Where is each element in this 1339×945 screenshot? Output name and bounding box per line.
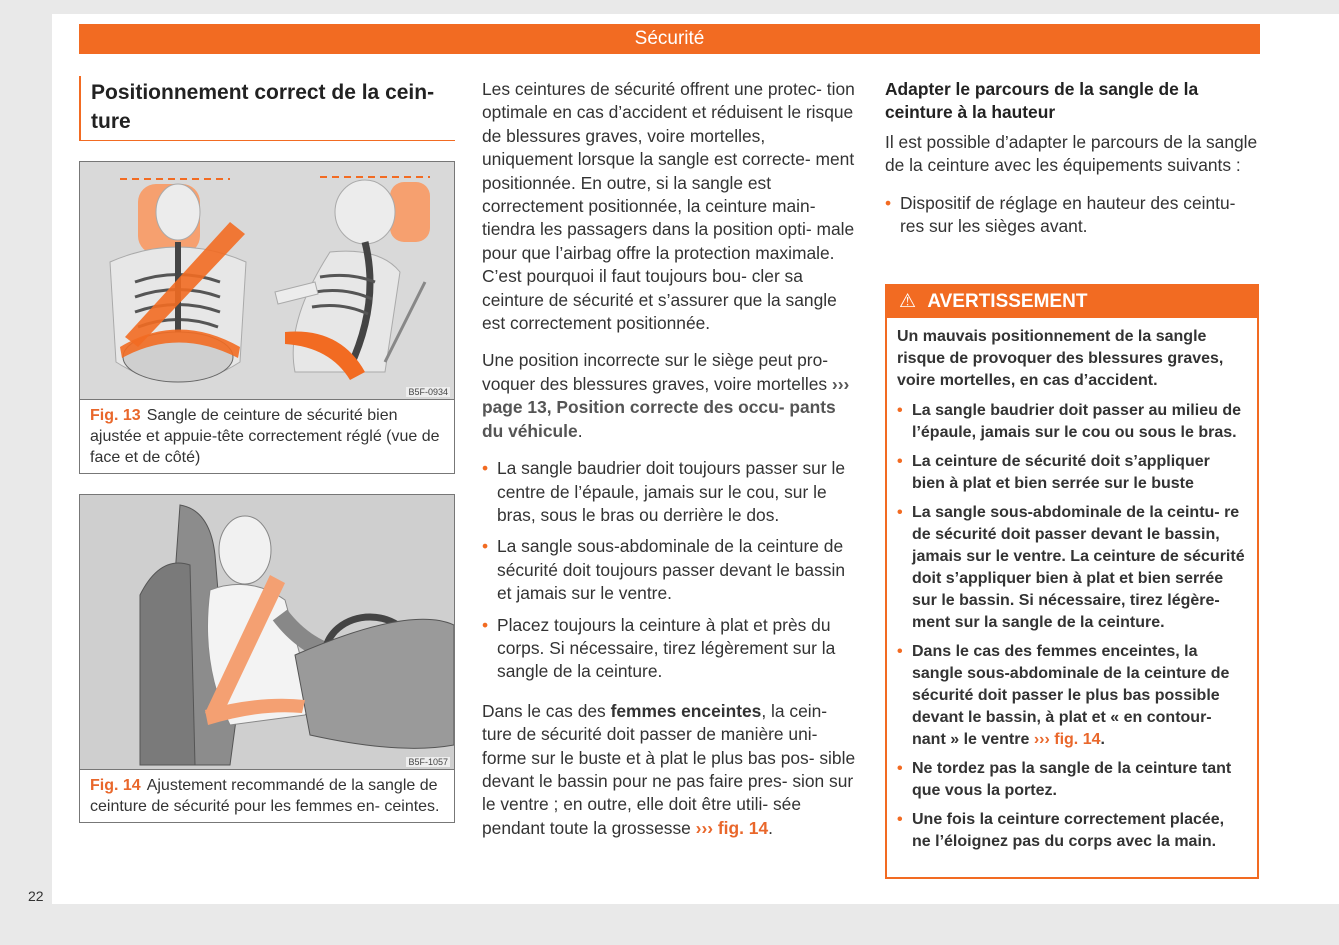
warning-header xyxy=(887,286,1257,318)
figure-13 xyxy=(79,161,455,474)
warning-item: • Ne tordez pas la sangle de la ceinture tant que vous la portez. xyxy=(897,758,1247,802)
warning-item: • La ceinture de sécurité doit s’appliquer bien à plat et bien serrée sur le buste xyxy=(897,451,1247,495)
warning-title: AVERTISSEMENT xyxy=(927,291,1088,312)
page-header: Sécurité xyxy=(79,24,1260,54)
pregnant-post: , la cein- ture de sécurité doit passer de manière uni- forme sur le buste et à plat le plus bas pos- sible devant le bassin pour ne pas faire pres- sion sur le ventre ; en outre, elle doit être utili- sée pendant toute la grossesse xyxy=(482,700,856,838)
warning-item: • La sangle sous-abdominale de la ceintu- re de sécurité doit passer devant le bassin, jamais sur le ventre. La ceinture de sécurité doit s’appliquer bien à plat et bien serrée sur le bassin. Si nécessaire, tirez légère- ment sur la sangle de la ceinture. xyxy=(897,502,1247,634)
pregnant-pre: Dans le cas des xyxy=(482,700,611,721)
figure-14-illustration xyxy=(80,495,454,769)
page-number: 22 xyxy=(28,888,44,904)
list-item: • La sangle baudrier doit toujours passer sur le centre de l’épaule, jamais sur le cou, sur le bras, sous le bras ou derrière le dos. xyxy=(482,457,856,527)
page-reference-link[interactable]: ››› page 13, Position correcte des occu- pants du véhicule xyxy=(482,373,850,441)
period: . xyxy=(768,817,773,838)
pregnant-bold: femmes enceintes xyxy=(610,700,762,721)
caption-text: Sangle de ceinture de sécurité bien ajustée et appuie-tête correctement réglé (vue de face et de côté) xyxy=(90,407,440,466)
figure-number: Fig. 14 xyxy=(90,777,141,794)
period: . xyxy=(577,420,583,441)
figure-code: B5F-0934 xyxy=(408,387,448,397)
warning-item-text: Dans le cas des femmes enceintes, la sangle sous-abdominale de la ceinture de sécurité doit passer le plus bas possible devant le bassin, à plat et « en contour- nant » le ventre xyxy=(912,643,1230,748)
warning-body xyxy=(887,318,1257,853)
warning-box xyxy=(885,284,1259,879)
figure-13-illustration xyxy=(80,162,454,399)
list-item: • Dispositif de réglage en hauteur des ceintu- res sur les sièges avant. xyxy=(885,192,1261,239)
figure-number: Fig. 13 xyxy=(90,407,141,424)
right-paragraph: Il est possible d’adapter le parcours de la sangle de la ceinture avec les équipements suivants : xyxy=(885,131,1258,176)
position-paragraph xyxy=(482,349,856,443)
warning-item: • La sangle baudrier doit passer au milieu de l’épaule, jamais sur le cou ou sous le bras. xyxy=(897,400,1247,444)
figure-13-caption xyxy=(80,399,454,473)
figure-14-caption xyxy=(80,769,454,822)
position-text: Une position incorrecte sur le siège peut pro- voquer des blessures graves, voire mortelles xyxy=(482,350,829,394)
section-title: Positionnement correct de la cein- ture xyxy=(79,76,455,141)
figure-14-link[interactable]: ››› fig. 14 xyxy=(1033,731,1101,748)
warning-intro: Un mauvais positionnement de la sangle risque de provoquer des blessures graves, voire mortelles, en cas d’accident. xyxy=(897,328,1224,389)
right-column xyxy=(885,78,1261,246)
warning-item xyxy=(897,641,1247,751)
figure-14 xyxy=(79,494,455,823)
middle-column xyxy=(482,78,856,854)
warning-triangle-icon: ⚠ xyxy=(899,291,917,312)
subsection-title: Adapter le parcours de la sangle de la ceinture à la hauteur xyxy=(885,79,1199,123)
warning-item: • Une fois la ceinture correctement placée, ne l’éloignez pas du corps avec la main. xyxy=(897,809,1247,853)
intro-paragraph: Les ceintures de sécurité offrent une protec- tion optimale en cas d’accident et réduisent le risque de blessures graves, voire mortelles, uniquement lorsque la sangle est correcte- ment positionnée. En outre, si la sangle est correctement positionnée, la ceinture main- tiendra les passagers dans la position opti- male pour que l’airbag offre la protection maximale. C’est pourquoi il faut toujours bou- cler sa ceinture de sécurité et s’assurer que la sangle est correctement positionnée. xyxy=(482,79,855,334)
figure-code: B5F-1057 xyxy=(408,757,448,767)
list-item: • La sangle sous-abdominale de la ceinture de sécurité doit toujours passer devant le bassin et jamais sur le ventre. xyxy=(482,535,856,605)
caption-text: Ajustement recommandé de la sangle de ceinture de sécurité pour les femmes en- ceintes. xyxy=(90,777,440,815)
left-column xyxy=(79,76,455,823)
seatbelt-front-side-illustration xyxy=(80,162,454,399)
list-item: • Placez toujours la ceinture à plat et près du corps. Si nécessaire, tirez légèrement sur la sangle de la ceinture. xyxy=(482,614,856,684)
pregnant-paragraph xyxy=(482,700,856,840)
period: . xyxy=(1100,731,1105,748)
pregnant-driver-illustration xyxy=(80,495,454,769)
figure-14-link[interactable]: ››› fig. 14 xyxy=(695,817,769,838)
